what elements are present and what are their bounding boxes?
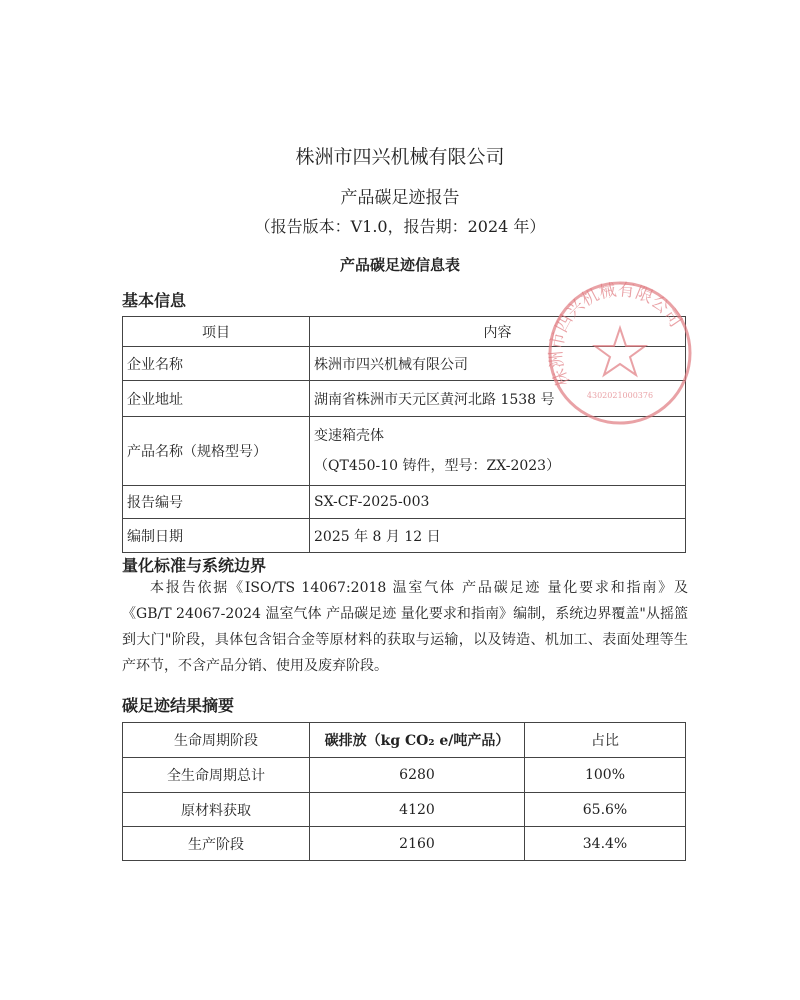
column-header: 占比 — [525, 723, 686, 758]
standards-heading: 量化标准与系统边界 — [122, 556, 267, 575]
svg-text:4302021000376: 4302021000376 — [586, 391, 654, 400]
table-row — [123, 519, 686, 553]
row-label: 企业地址 — [123, 381, 310, 417]
table-row — [123, 486, 686, 519]
share-cell: 34.4% — [525, 827, 686, 861]
company-name: 株洲市四兴机械有限公司 — [295, 146, 505, 168]
report-title: 产品碳足迹报告 — [340, 188, 460, 208]
standards-paragraph: 本报告依据《ISO/TS 14067:2018 温室气体 产品碳足迹 量化要求和指南》及《GB/T 24067-2024 温室气体 产品碳足迹 量化要求和指南》编制，系统边界覆盖"从摇篮到大门"阶段，具体包含铝合金等原材料的获取与运输，以及铸造、机加工、表面处理等生产环节，不含产品分销、使用及废弃阶段。 — [122, 580, 688, 674]
row-label: 企业名称 — [123, 347, 310, 381]
row-label: 产品名称（规格型号） — [123, 417, 310, 486]
company-seal-icon — [545, 278, 695, 428]
table-row — [123, 758, 686, 793]
table-row — [123, 827, 686, 861]
emission-cell: 2160 — [310, 827, 525, 861]
column-header: 碳排放（kg CO₂ e/吨产品） — [310, 723, 525, 758]
share-cell: 100% — [525, 758, 686, 793]
stage-cell: 原材料获取 — [123, 793, 310, 827]
row-value: 2025 年 8 月 12 日 — [310, 519, 686, 553]
version-line: （报告版本：V1.0，报告期：2024 年） — [254, 217, 546, 236]
table-title: 产品碳足迹信息表 — [339, 256, 460, 274]
column-header: 内容 — [310, 317, 686, 347]
emission-cell: 6280 — [310, 758, 525, 793]
product-spec: （QT450-10 铸件，型号：ZX-2023） — [314, 458, 561, 474]
summary-table — [122, 722, 686, 861]
column-header: 项目 — [123, 317, 310, 347]
stage-cell: 生产阶段 — [123, 827, 310, 861]
summary-heading: 碳足迹结果摘要 — [122, 696, 235, 715]
share-cell: 65.6% — [525, 793, 686, 827]
table-row — [123, 793, 686, 827]
stage-cell: 全生命周期总计 — [123, 758, 310, 793]
row-value: 株洲市四兴机械有限公司 — [310, 347, 686, 381]
basic-info-heading: 基本信息 — [122, 291, 187, 310]
column-header: 生命周期阶段 — [123, 723, 310, 758]
emission-cell: 4120 — [310, 793, 525, 827]
row-label: 编制日期 — [123, 519, 310, 553]
svg-text:株洲市四兴机械有限公司: 株洲市四兴机械有限公司 — [546, 280, 686, 389]
product-name: 变速箱壳体 — [314, 428, 384, 444]
row-label: 报告编号 — [123, 486, 310, 519]
row-value: 湖南省株洲市天元区黄河北路 1538 号 — [310, 381, 686, 417]
row-value: SX-CF-2025-003 — [310, 486, 686, 519]
